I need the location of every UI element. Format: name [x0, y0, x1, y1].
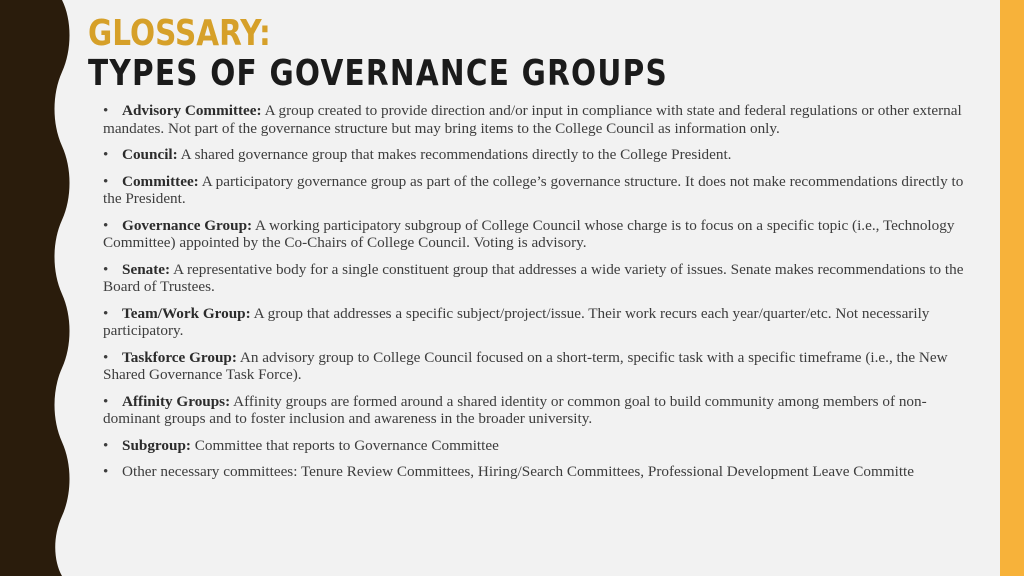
glossary-term: Subgroup: [122, 436, 191, 454]
glossary-term: Affinity Groups: [122, 392, 231, 410]
glossary-item-other-committees [103, 463, 983, 481]
bullet-icon: • [103, 172, 109, 190]
glossary-definition: Affinity groups are formed around a shared identity or common goal to build community among members of non-dominant groups and to foster inclusion and awareness in the broader university. [103, 392, 927, 427]
glossary-definition: A group created to provide direction and/or input in compliance with state and federal regulations or other external mandates. Not part of the governance structure but may bring items to the College Council as information only. [103, 102, 962, 137]
glossary-item-committee [103, 173, 983, 208]
accent-bar [1000, 0, 1024, 576]
bullet-icon: • [103, 102, 109, 119]
glossary-term: Advisory Committee: [122, 102, 262, 119]
glossary-definition: A working participatory subgroup of College Council whose charge is to focus on a specific topic (i.e., Technology Committee) appointed by the Co-Chairs of College Council. Voting is advisory. [103, 216, 955, 251]
bullet-icon: • [103, 348, 109, 366]
glossary-term: Committee: [122, 172, 199, 190]
glossary-definition: A representative body for a single constituent group that addresses a wide variety of issues. Senate makes recommendations to the Board of Trustees. [103, 260, 964, 295]
glossary-item-subgroup [103, 437, 983, 455]
slide-title-types: TYPES OF GOVERNANCE GROUPS [88, 53, 668, 94]
slide-content [88, 14, 988, 490]
glossary-definition: An advisory group to College Council focused on a short-term, specific task with a specific timeframe (i.e., the New Shared Governance Task Force). [103, 348, 948, 383]
glossary-term: Taskforce Group: [122, 348, 237, 366]
bullet-icon: • [103, 304, 109, 322]
glossary-item-council [103, 146, 983, 164]
glossary-item-affinity-groups [103, 393, 983, 428]
glossary-definition: A participatory governance group as part of the college’s governance structure. It does not make recommendations directly to the President. [103, 172, 964, 207]
glossary-term: Team/Work Group: [122, 304, 251, 322]
bullet-icon: • [103, 463, 109, 480]
glossary-list [88, 102, 983, 481]
decorative-wave-band [0, 0, 80, 576]
bullet-icon: • [103, 260, 109, 278]
glossary-item-senate [103, 261, 983, 296]
glossary-item-team-work-group [103, 305, 983, 340]
glossary-item-governance-group [103, 217, 983, 252]
glossary-definition: A group that addresses a specific subject/project/issue. Their work recurs each year/quarter/etc. Not necessarily participatory. [103, 304, 930, 339]
wave-shape [0, 0, 70, 576]
bullet-icon: • [103, 392, 109, 410]
glossary-definition: Other necessary committees: Tenure Review Committees, Hiring/Search Committees, Professional Development Leave Committe [122, 463, 915, 480]
glossary-definition: A shared governance group that makes recommendations directly to the College President. [180, 146, 732, 163]
glossary-definition: Committee that reports to Governance Committee [194, 436, 499, 454]
glossary-item-taskforce-group [103, 349, 983, 384]
glossary-term: Governance Group: [122, 216, 253, 234]
glossary-term: Senate: [122, 260, 171, 278]
glossary-term: Council: [122, 146, 178, 163]
slide-title-glossary: GLOSSARY: [88, 13, 271, 54]
bullet-icon: • [103, 146, 109, 163]
glossary-item-advisory-committee [103, 102, 983, 137]
bullet-icon: • [103, 436, 109, 454]
bullet-icon: • [103, 216, 109, 234]
